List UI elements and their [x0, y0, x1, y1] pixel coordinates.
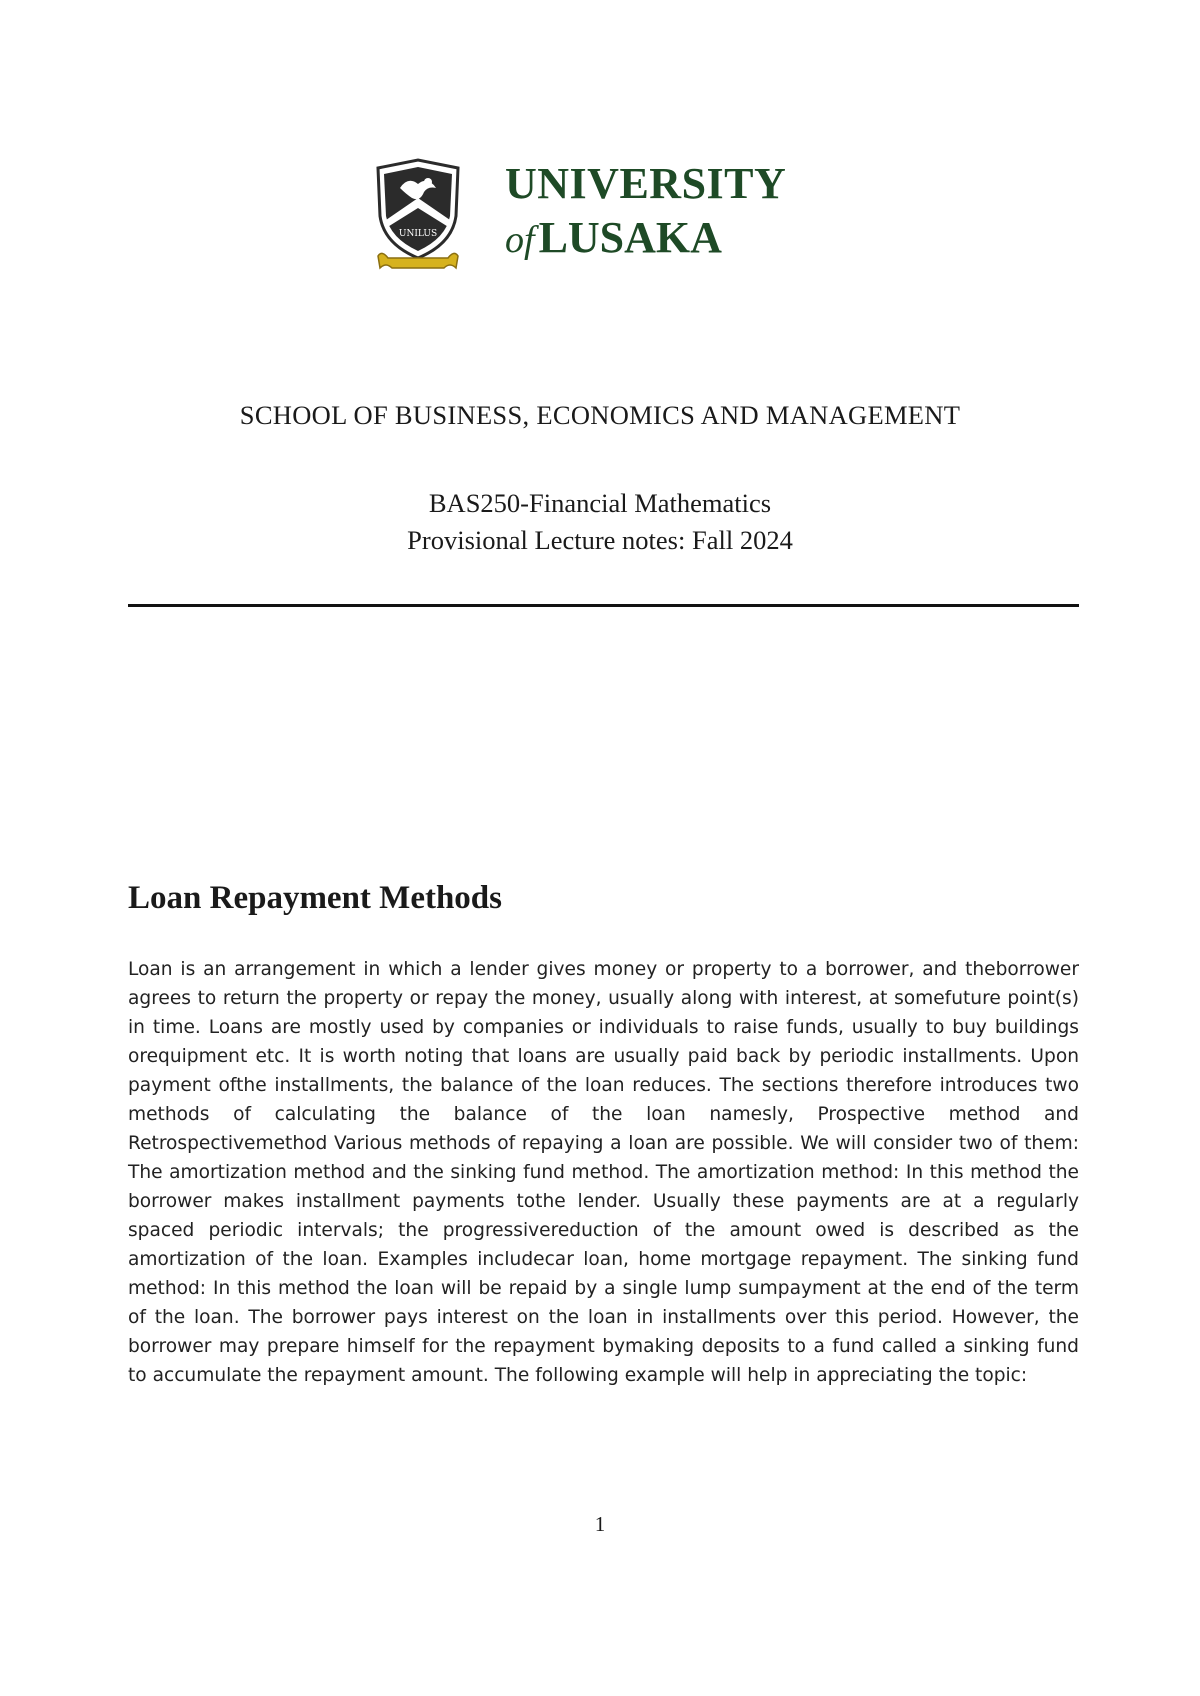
wordmark-lusaka-text: LUSAKA	[538, 213, 722, 262]
header-divider	[128, 604, 1079, 607]
svg-text:UNILUS: UNILUS	[398, 229, 438, 239]
school-name: SCHOOL OF BUSINESS, ECONOMICS AND MANAGEMENT	[239, 400, 961, 430]
wordmark-lusaka	[505, 213, 722, 262]
section-body: Loan is an arrangement in which a lender gives money or property to a borrower, and theborrower agrees to return the property or repay the money, usually along with interest, at somefuture point(s) in time. Loans are mostly used by companies or individuals to raise funds, usually to buy buildings orequipment etc. It is worth noting that loans are usually paid back by periodic installments. Upon payment ofthe installments, the balance of the loan reduces. The sections therefore introduces two methods of calculating the balance of the loan namesly, Prospective method and Retrospectivemethod Various methods of repaying a loan are possible. We will consider two of them: The amortization method and the sinking fund method. The amortization method: In this method the borrower makes installment payments tothe lender. Usually these payments are at a regularly spaced periodic intervals; the progressivereduction of the amount owed is described as the amortization of the loan. Examples includecar loan, home mortgage repayment. The sinking fund method: In this method the loan will be repaid by a single lump sumpayment at the end of the term of the loan. The borrower pays interest on the loan in installments over this period. However, the borrower may prepare himself for the repayment bymaking deposits to a fund called a sinking fund to accumulate the repayment amount. The following example will help in appreciating the topic:	[128, 959, 1079, 1386]
course-title: BAS250-Financial Mathematics	[428, 488, 772, 518]
page-number: 1	[594, 1512, 606, 1536]
section-title: Loan Repayment Methods	[128, 880, 503, 916]
university-crest-icon	[372, 158, 464, 276]
university-wordmark	[505, 159, 825, 272]
course-header	[0, 485, 1200, 559]
university-logo	[372, 158, 812, 278]
wordmark-university: UNIVERSITY	[505, 159, 787, 208]
wordmark-of: of	[505, 219, 535, 261]
course-subtitle: Provisional Lecture notes: Fall 2024	[407, 525, 793, 555]
